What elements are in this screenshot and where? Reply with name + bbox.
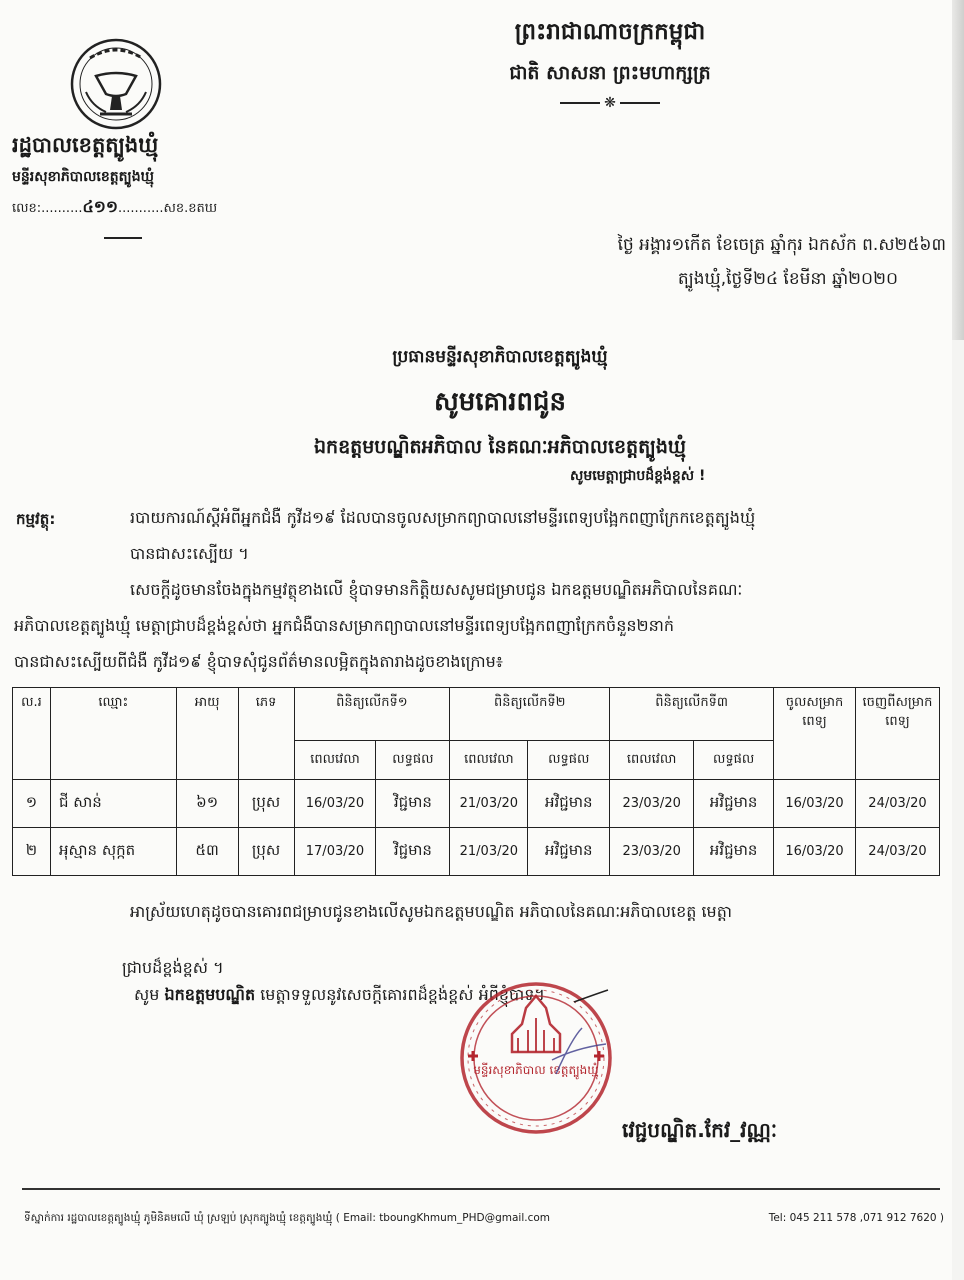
addressing-block bbox=[120, 346, 880, 463]
cell-no: ២ bbox=[13, 828, 51, 876]
date-block bbox=[470, 228, 946, 296]
cell-test3-result: អវិជ្ជមាន bbox=[694, 828, 774, 876]
cell-name: អុស្មាន សុក្កត bbox=[50, 828, 176, 876]
header-time: ពេលវេលា bbox=[450, 741, 528, 780]
table-row bbox=[13, 780, 940, 828]
cell-test1-result: វិជ្ជមាន bbox=[376, 780, 450, 828]
cell-sex: ប្រុស bbox=[238, 828, 294, 876]
footer-address: ទីស្នាក់ការ រដ្ឋបាលខេត្តត្បូងឃ្មុំ ភូមិនិគមលើ ឃុំ ស្រឡប់ ស្រុកត្បូងឃ្មុំ ខេត្តត្បូងឃ្មុំ ( Email: tboungKhmum_PHD@gmail.com bbox=[24, 1212, 551, 1224]
kingdom-heading bbox=[390, 18, 830, 111]
header-test-3: ពិនិត្យលើកទី៣ bbox=[610, 688, 774, 741]
header-result: លទ្ធផល bbox=[694, 741, 774, 780]
header-time: ពេលវេលា bbox=[610, 741, 694, 780]
cell-test3-date: 23/03/20 bbox=[610, 780, 694, 828]
reference-number: លេខ:..........៤១១...........សខ.ខតឃ bbox=[12, 197, 218, 216]
header-result: លទ្ធផល bbox=[528, 741, 610, 780]
salutation: សូមគោរពជូន bbox=[433, 387, 567, 417]
header-test-1: ពិនិត្យលើកទី១ bbox=[294, 688, 450, 741]
header-age: អាយុ bbox=[176, 688, 238, 780]
subject-label: កម្មវត្ថុ: bbox=[16, 510, 56, 528]
issuer-block bbox=[12, 132, 262, 220]
svg-text:មន្ទីរសុខាភិបាល ខេត្តត្បូងឃ្មុ: មន្ទីរសុខាភិបាល ខេត្តត្បូងឃ្មុំ bbox=[473, 1063, 599, 1077]
sender: ប្រធានមន្ទីរសុខាភិបាលខេត្តត្បូងឃ្មុំ bbox=[392, 347, 608, 367]
ornament-divider bbox=[390, 95, 830, 111]
info-request: សូមមេត្តាជ្រាបដ៏ខ្ពង់ខ្ពស់ ! bbox=[570, 468, 706, 484]
cell-test1-date: 17/03/20 bbox=[294, 828, 376, 876]
signatory-name: វេជ្ជបណ្ឌិត.កែវ_វណ្ណៈ bbox=[622, 1118, 778, 1142]
header-name: ឈ្មោះ bbox=[50, 688, 176, 780]
cell-no: ១ bbox=[13, 780, 51, 828]
header-sex: ភេទ bbox=[238, 688, 294, 780]
page-edge-shadow bbox=[952, 0, 964, 340]
divider bbox=[104, 237, 142, 239]
recipient: ឯកឧត្តមបណ្ឌិតអភិបាល នៃគណៈអភិបាលខេត្តត្បូងឃ្មុំ bbox=[313, 436, 686, 458]
footer-tel: Tel: 045 211 578 ,071 912 7620 ) bbox=[768, 1212, 944, 1224]
header-test-2: ពិនិត្យលើកទី២ bbox=[450, 688, 610, 741]
cell-admitted: 16/03/20 bbox=[774, 780, 856, 828]
cell-admitted: 16/03/20 bbox=[774, 828, 856, 876]
official-stamp-icon bbox=[456, 978, 616, 1138]
cell-test2-date: 21/03/20 bbox=[450, 828, 528, 876]
cell-sex: ប្រុស bbox=[238, 780, 294, 828]
cell-age: ៥៣ bbox=[176, 828, 238, 876]
cell-name: ជី សាន់ bbox=[50, 780, 176, 828]
table-row bbox=[13, 828, 940, 876]
patient-table bbox=[12, 687, 940, 876]
cell-test1-result: វិជ្ជមាន bbox=[376, 828, 450, 876]
department-name: មន្ទីរសុខាភិបាលខេត្តត្បូងឃ្មុំ bbox=[12, 169, 154, 185]
lunar-date: ថ្ងៃ អង្គារ១កើត ខែចេត្រ ឆ្នាំកុរ ឯកស័ក ព.ស២៥៦៣ bbox=[617, 235, 946, 255]
header-time: ពេលវេលា bbox=[294, 741, 376, 780]
cell-test3-date: 23/03/20 bbox=[610, 828, 694, 876]
cell-test3-result: អវិជ្ជមាន bbox=[694, 780, 774, 828]
cell-discharged: 24/03/20 bbox=[855, 780, 939, 828]
body-line-2: អភិបាលខេត្តត្បូងឃ្មុំ មេត្តាជ្រាបដ៏ខ្ពង់ខ្ពស់ថា អ្នកជំងឺបានសម្រាកព្យាបាលនៅមន្ទីរពេទ្យបង្អែកពញាក្រែកចំនួន២នាក់ bbox=[14, 616, 675, 635]
header-no: ល.រ bbox=[13, 688, 51, 780]
province-admin: រដ្ឋបាលខេត្តត្បូងឃ្មុំ bbox=[12, 133, 159, 157]
solar-date: ត្បូងឃ្មុំ,ថ្ងៃទី២៤ ខែមីនា ឆ្នាំ២០២០ bbox=[677, 269, 898, 289]
cell-test1-date: 16/03/20 bbox=[294, 780, 376, 828]
cell-test2-result: អវិជ្ជមាន bbox=[528, 780, 610, 828]
footer-divider bbox=[22, 1188, 940, 1190]
header-admitted: ចូលសម្រាកពេទ្យ bbox=[774, 688, 856, 780]
header-discharged: ចេញពីសម្រាកពេទ្យ bbox=[855, 688, 939, 780]
subject-line-2: បានជាសះស្បើយ ។ bbox=[130, 544, 249, 563]
cell-discharged: 24/03/20 bbox=[855, 828, 939, 876]
cell-age: ៦១ bbox=[176, 780, 238, 828]
kingdom-title: ព្រះរាជាណាចក្រកម្ពុជា bbox=[514, 19, 706, 45]
footer bbox=[24, 1212, 944, 1227]
star-ornament-icon: ❋ bbox=[604, 95, 616, 111]
conclusion-line-2: ជ្រាបដ៏ខ្ពង់ខ្ពស់ ។ bbox=[122, 958, 224, 977]
body-line-3: បានជាសះស្បើយពីជំងឺ កូវីដ១៩ ខ្ញុំបាទសុំជូនព័ត៌មានលម្អិតក្នុងតារាងដូចខាងក្រោម៖ bbox=[14, 652, 503, 671]
national-motto: ជាតិ សាសនា ព្រះមហាក្សត្រ bbox=[509, 62, 711, 84]
subject-line-1: របាយការណ៍ស្ដីអំពីអ្នកជំងឺ កូវីដ១៩ ដែលបានចូលសម្រាកព្យាបាលនៅមន្ទីរពេទ្យបង្អែកពញាក្រែកខេត្តត្បូងឃ្មុំ bbox=[130, 508, 756, 527]
cell-test2-result: អវិជ្ជមាន bbox=[528, 828, 610, 876]
letter-body bbox=[14, 500, 940, 680]
ministry-emblem-icon bbox=[66, 36, 166, 132]
body-line-1: សេចក្ដីដូចមានចែងក្នុងកម្មវត្ថុខាងលើ ខ្ញុំបាទមានកិត្តិយសសូមជម្រាបជូន ឯកឧត្តមបណ្ឌិតអភិបាលនៃគណៈ bbox=[130, 580, 743, 599]
conclusion-line-1: អាស្រ័យហេតុដូចបានគោរពជម្រាបជូនខាងលើសូមឯកឧត្តមបណ្ឌិត អភិបាលនៃគណៈអភិបាលខេត្ត មេត្តា bbox=[130, 902, 732, 921]
header-result: លទ្ធផល bbox=[376, 741, 450, 780]
closing-line: សូម ឯកឧត្តមបណ្ឌិត មេត្តាទទួលនូវសេចក្ដីគោរពដ៏ខ្ពង់ខ្ពស់ អំពីខ្ញុំបាទ។ bbox=[134, 985, 545, 1004]
cell-test2-date: 21/03/20 bbox=[450, 780, 528, 828]
